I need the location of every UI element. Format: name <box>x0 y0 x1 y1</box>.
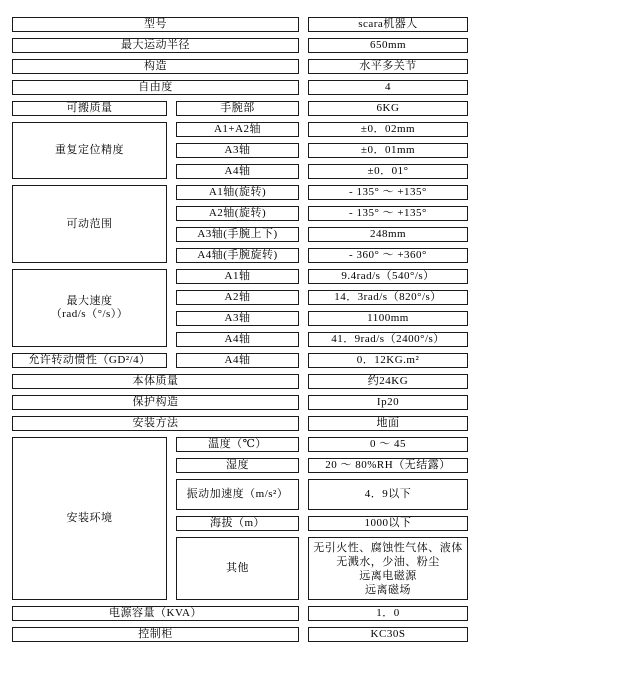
repeatability-group-label: 重复定位精度 <box>12 122 167 179</box>
repeatability-a1a2-label: A1+A2轴 <box>176 122 299 137</box>
environment-humidity-value: 20 〜 80%RH（无结露） <box>308 458 468 473</box>
max-speed-a4-label: A4轴 <box>176 332 299 347</box>
max-speed-a1-value: 9.4rad/s（540°/s） <box>308 269 468 284</box>
environment-other-value-line4: 远离磁场 <box>365 583 411 596</box>
body-mass-value: 约24KG <box>308 374 468 389</box>
max-speed-a1-label: A1轴 <box>176 269 299 284</box>
environment-altitude-label: 海拔（m） <box>176 516 299 531</box>
motion-range-a2-value: - 135° 〜 +135° <box>308 206 468 221</box>
environment-vibration-label: 振动加速度（m/s²） <box>176 479 299 510</box>
environment-other-value-line3: 远离电磁源 <box>359 569 417 582</box>
environment-temperature-label: 温度（℃） <box>176 437 299 452</box>
controller-value: KC30S <box>308 627 468 642</box>
mounting-value: 地面 <box>308 416 468 431</box>
inertia-value: 0．12KG.m² <box>308 353 468 368</box>
environment-other-value <box>308 537 468 600</box>
motion-range-group-label: 可动范围 <box>12 185 167 263</box>
controller-label: 控制柜 <box>12 627 299 642</box>
repeatability-a4-value: ±0．01° <box>308 164 468 179</box>
inertia-sub-label: A4轴 <box>176 353 299 368</box>
power-value: 1．0 <box>308 606 468 621</box>
motion-range-a2-label: A2轴(旋转) <box>176 206 299 221</box>
environment-other-value-line2: 无溅水，少油、粉尘 <box>336 555 440 568</box>
repeatability-a3-value: ±0．01mm <box>308 143 468 158</box>
repeatability-a3-label: A3轴 <box>176 143 299 158</box>
body-mass-label: 本体质量 <box>12 374 299 389</box>
environment-humidity-label: 湿度 <box>176 458 299 473</box>
max-speed-a2-value: 14．3rad/s（820°/s） <box>308 290 468 305</box>
environment-other-value-line1: 无引火性、腐蚀性气体、液体 <box>313 541 463 554</box>
repeatability-a1a2-value: ±0．02mm <box>308 122 468 137</box>
payload-sub-label: 手腕部 <box>176 101 299 116</box>
dof-value: 4 <box>308 80 468 95</box>
structure-value: 水平多关节 <box>308 59 468 74</box>
motion-range-a4-value: - 360° 〜 +360° <box>308 248 468 263</box>
motion-range-a3-value: 248mm <box>308 227 468 242</box>
max-speed-a2-label: A2轴 <box>176 290 299 305</box>
max-speed-group-label <box>12 269 167 347</box>
spec-table <box>12 17 468 642</box>
protection-label: 保护构造 <box>12 395 299 410</box>
motion-range-a1-value: - 135° 〜 +135° <box>308 185 468 200</box>
max-speed-a3-value: 1100mm <box>308 311 468 326</box>
environment-temperature-value: 0 〜 45 <box>308 437 468 452</box>
model-value: scara机器人 <box>308 17 468 32</box>
inertia-label: 允许转动惯性（GD²/4） <box>12 353 167 368</box>
motion-range-a4-label: A4轴(手腕旋转) <box>176 248 299 263</box>
environment-vibration-value: 4．9以下 <box>308 479 468 510</box>
mounting-label: 安装方法 <box>12 416 299 431</box>
motion-range-a1-label: A1轴(旋转) <box>176 185 299 200</box>
max-speed-a4-value: 41．9rad/s（2400°/s） <box>308 332 468 347</box>
max-radius-value: 650mm <box>308 38 468 53</box>
max-speed-label-line1: 最大速度 <box>66 295 113 307</box>
max-speed-a3-label: A3轴 <box>176 311 299 326</box>
dof-label: 自由度 <box>12 80 299 95</box>
max-radius-label: 最大运动半径 <box>12 38 299 53</box>
repeatability-a4-label: A4轴 <box>176 164 299 179</box>
payload-label: 可搬质量 <box>12 101 167 116</box>
protection-value: Ip20 <box>308 395 468 410</box>
power-label: 电源容量（KVA） <box>12 606 299 621</box>
payload-value: 6KG <box>308 101 468 116</box>
motion-range-a3-label: A3轴(手腕上下) <box>176 227 299 242</box>
environment-other-label: 其他 <box>176 537 299 600</box>
environment-group-label: 安装环境 <box>12 437 167 600</box>
max-speed-label-line2: （rad/s（°/s）） <box>50 308 129 320</box>
structure-label: 构造 <box>12 59 299 74</box>
environment-altitude-value: 1000以下 <box>308 516 468 531</box>
model-label: 型号 <box>12 17 299 32</box>
